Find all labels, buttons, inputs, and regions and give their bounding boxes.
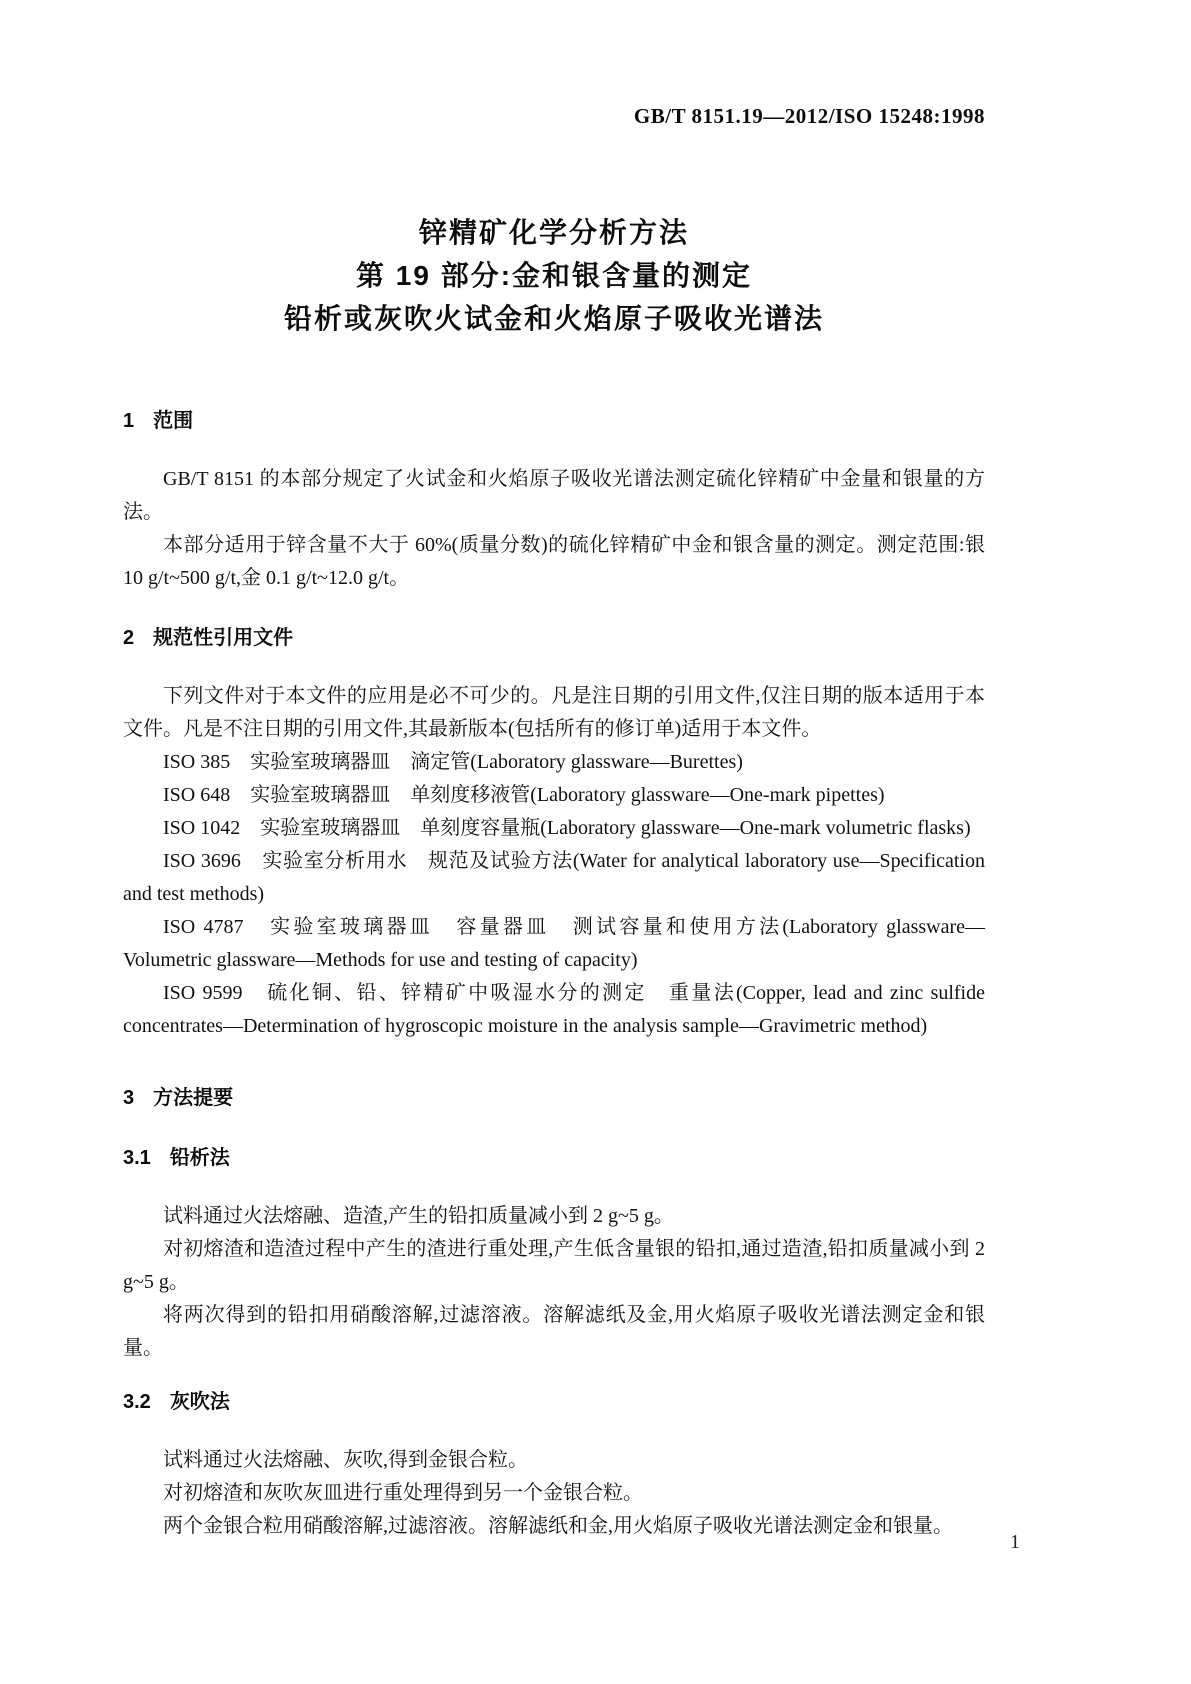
- section-2-number: 2: [123, 627, 135, 649]
- section-3-title: 方法提要: [153, 1087, 234, 1109]
- section-3-1-heading: [123, 1145, 985, 1171]
- section-1-number: 1: [123, 410, 135, 432]
- title-line-2: 第 19 部分:金和银含量的测定: [355, 260, 753, 291]
- section-3-1-paragraph-3: 将两次得到的铅扣用硝酸溶解,过滤溶液。溶解滤纸及金,用火焰原子吸收光谱法测定金和银量。: [123, 1304, 985, 1359]
- section-3-heading: [123, 1085, 985, 1111]
- reference-item: ISO 1042 实验室玻璃器皿 单刻度容量瓶(Laboratory glassware—One-mark volumetric flasks): [163, 817, 971, 839]
- section-1-paragraph-1: GB/T 8151 的本部分规定了火试金和火焰原子吸收光谱法测定硫化锌精矿中金量和银量的方法。: [123, 468, 985, 523]
- section-2-intro: 下列文件对于本文件的应用是必不可少的。凡是注日期的引用文件,仅注日期的版本适用于本文件。凡是不注日期的引用文件,其最新版本(包括所有的修订单)适用于本文件。: [123, 685, 985, 740]
- reference-item: ISO 385 实验室玻璃器皿 滴定管(Laboratory glassware—Burettes): [163, 751, 743, 773]
- standard-code-header: GB/T 8151.19—2012/ISO 15248:1998: [633, 104, 985, 128]
- section-2-heading: [123, 625, 985, 651]
- section-2-title: 规范性引用文件: [153, 627, 294, 649]
- reference-item: ISO 3696 实验室分析用水 规范及试验方法(Water for analytical laboratory use—Specification and test methods): [123, 850, 985, 905]
- section-3-1-paragraph-2: 对初熔渣和造渣过程中产生的渣进行重处理,产生低含量银的铅扣,通过造渣,铅扣质量减小到 2 g~5 g。: [123, 1238, 985, 1293]
- document-title: [123, 211, 985, 340]
- section-3-2-title: 灰吹法: [169, 1391, 230, 1413]
- section-1-title: 范围: [153, 410, 194, 432]
- section-3-2-paragraph-2: 对初熔渣和灰吹灰皿进行重处理得到另一个金银合粒。: [163, 1482, 643, 1504]
- section-3-1-title: 铅析法: [169, 1147, 230, 1169]
- reference-item: ISO 4787 实验室玻璃器皿 容量器皿 测试容量和使用方法(Laboratory glassware—Volumetric glassware—Methods for use and testing of capacity): [123, 916, 985, 971]
- section-3-1-paragraph-1: 试料通过火法熔融、造渣,产生的铅扣质量减小到 2 g~5 g。: [163, 1205, 674, 1227]
- section-1-paragraph-2: 本部分适用于锌含量不大于 60%(质量分数)的硫化锌精矿中金和银含量的测定。测定范围:银 10 g/t~500 g/t,金 0.1 g/t~12.0 g/t。: [123, 534, 985, 589]
- reference-item: ISO 9599 硫化铜、铅、锌精矿中吸湿水分的测定 重量法(Copper, lead and zinc sulfide concentrates—Determination of hygroscopic moisture in the analysis sample—Gravimetric method): [123, 982, 985, 1037]
- title-line-1: 锌精矿化学分析方法: [418, 217, 689, 248]
- section-3-2-heading: [123, 1389, 985, 1415]
- section-3-number: 3: [123, 1087, 135, 1109]
- section-3-2-paragraph-1: 试料通过火法熔融、灰吹,得到金银合粒。: [163, 1449, 528, 1471]
- section-3-2-number: 3.2: [123, 1391, 151, 1413]
- reference-item: ISO 648 实验室玻璃器皿 单刻度移液管(Laboratory glassware—One-mark pipettes): [163, 784, 885, 806]
- title-line-3: 铅析或灰吹火试金和火焰原子吸收光谱法: [283, 303, 824, 334]
- page-number: 1: [1010, 1531, 1020, 1553]
- section-3-2-paragraph-3: 两个金银合粒用硝酸溶解,过滤溶液。溶解滤纸和金,用火焰原子吸收光谱法测定金和银量。: [163, 1515, 953, 1537]
- section-1-heading: [123, 408, 985, 434]
- section-3-1-number: 3.1: [123, 1147, 151, 1169]
